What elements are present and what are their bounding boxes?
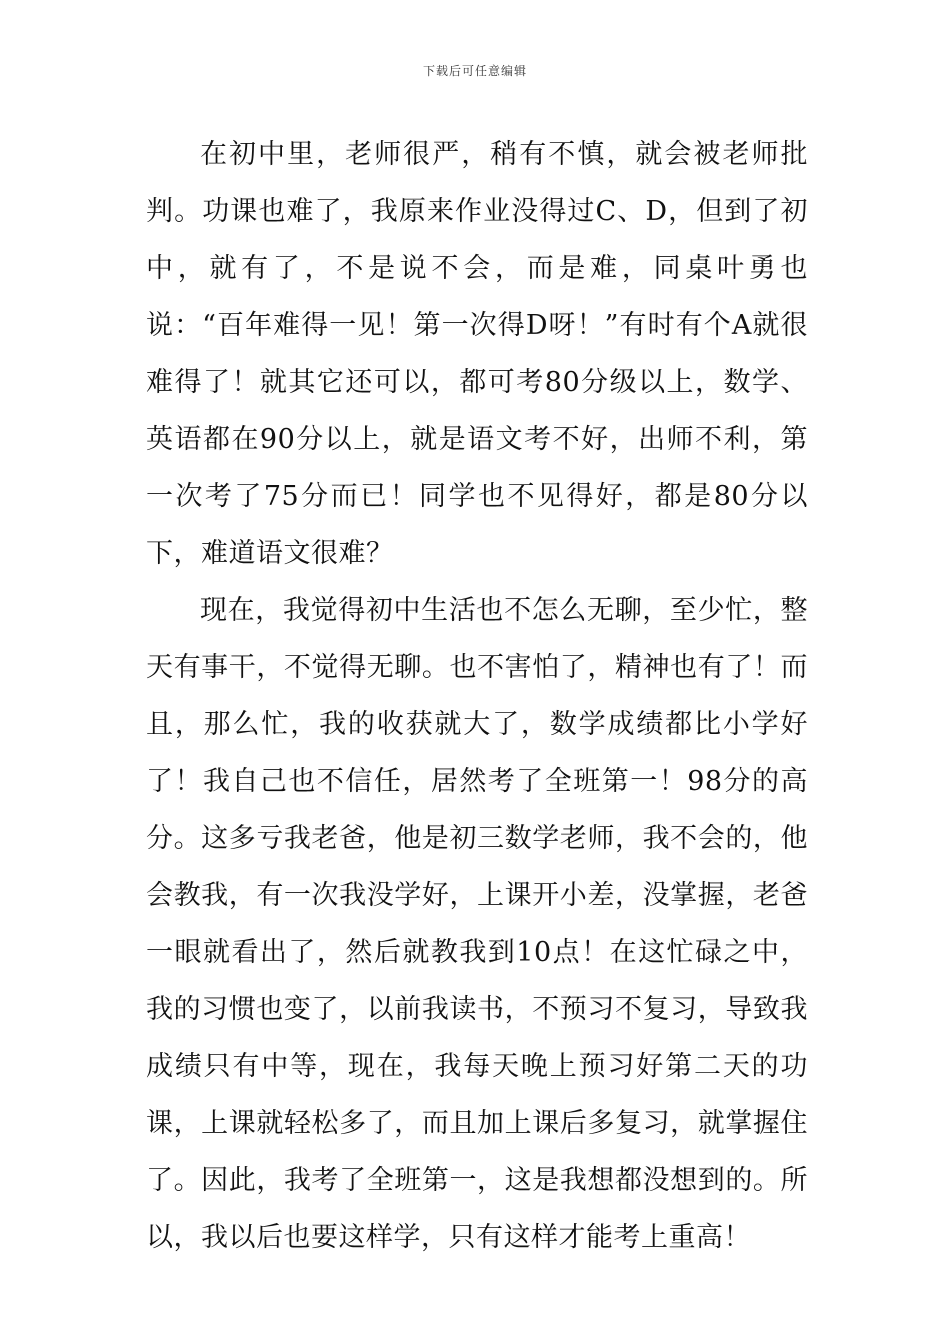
header-note: 下载后可任意编辑 <box>422 64 527 78</box>
paragraph-1: 在初中里，老师很严，稍有不慎，就会被老师批判。功课也难了，我原来作业没得过C、D，但到了初中，就有了，不是说不会，而是难，同桌叶勇也说：“百年难得一见！第一次得D呀！”有时有个A就很难得了！就其它还可以，都可考80分级以上，数学、英语都在90分以上，就是语文考不好，出师不利，第一次考了75分而已！同学也不见得好，都是80分以下，难道语文很难？ <box>146 139 808 569</box>
document-body <box>146 126 808 1266</box>
paragraph-2: 现在，我觉得初中生活也不怎么无聊，至少忙，整天有事干，不觉得无聊。也不害怕了，精神也有了！而且，那么忙，我的收获就大了，数学成绩都比小学好了！我自己也不信任，居然考了全班第一！98分的高分。这多亏我老爸，他是初三数学老师，我不会的，他会教我，有一次我没学好，上课开小差，没掌握，老爸一眼就看出了，然后就教我到10点！在这忙碌之中，我的习惯也变了，以前我读书，不预习不复习，导致我成绩只有中等，现在，我每天晚上预习好第二天的功课，上课就轻松多了，而且加上课后多复习，就掌握住了。因此，我考了全班第一，这是我想都没想到的。所以，我以后也要这样学，只有这样才能考上重高！ <box>146 595 808 1253</box>
